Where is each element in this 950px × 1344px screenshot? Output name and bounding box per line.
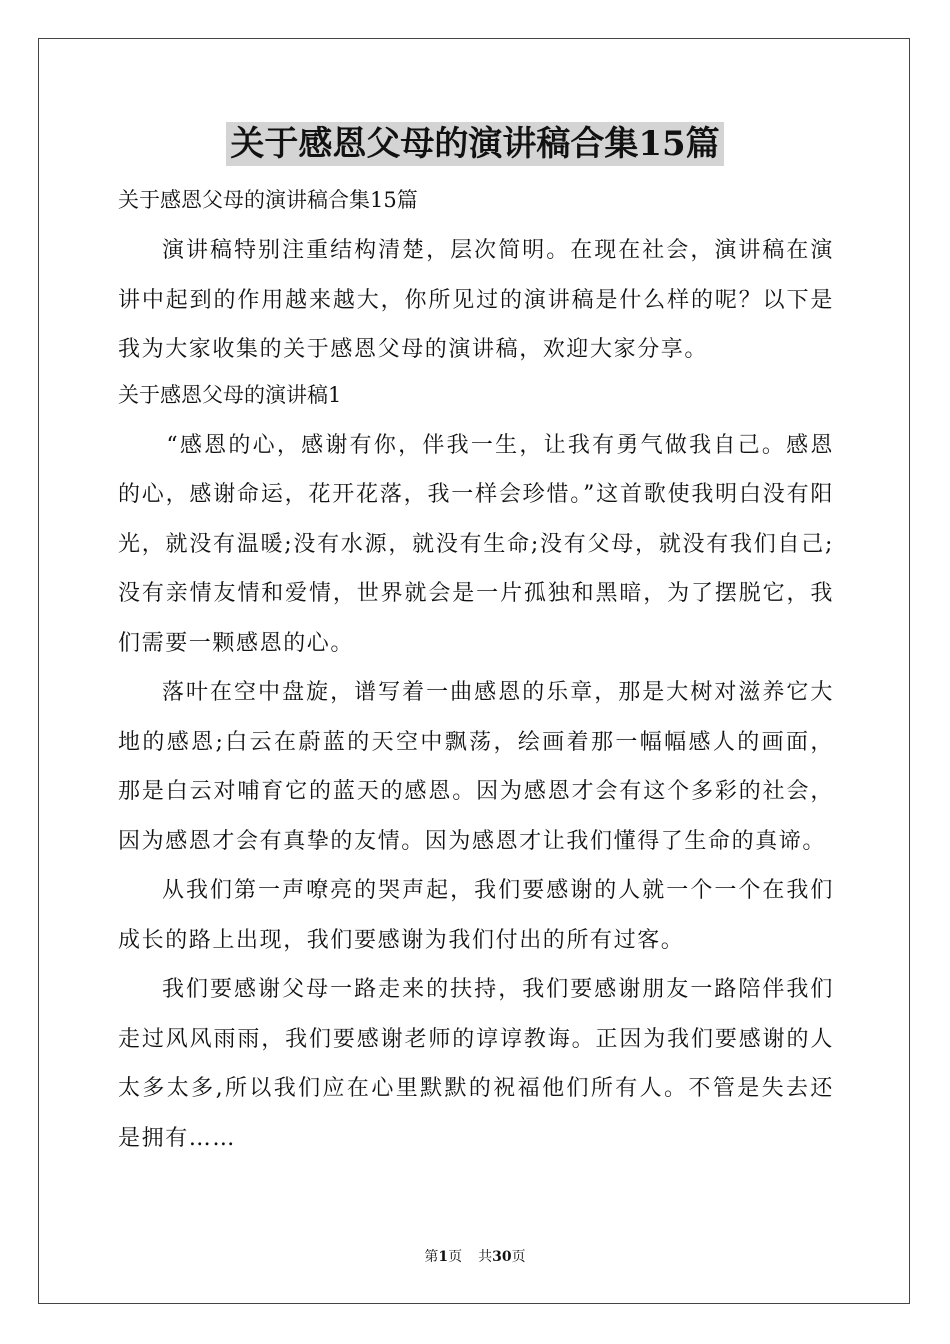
page-suffix: 页 bbox=[448, 1249, 463, 1265]
page-prefix: 第 bbox=[424, 1249, 439, 1265]
title-container bbox=[0, 122, 950, 166]
document-title: 关于感恩父母的演讲稿合集15篇 bbox=[226, 122, 723, 166]
subtitle-line: 关于感恩父母的演讲稿合集15篇 bbox=[118, 188, 418, 212]
section-heading: 关于感恩父母的演讲稿1 bbox=[118, 382, 342, 407]
total-pages: 30 bbox=[492, 1249, 512, 1265]
body-paragraph-4: 我们要感谢父母一路走来的扶持，我们要感谢朋友一路陪伴我们走过风风雨雨，我们要感谢老师的谆谆教诲。正因为我们要感谢的人太多太多,所以我们应在心里默默的祝福他们所有人。不管是失去还是拥有…… bbox=[118, 977, 834, 1151]
page-number: 1 bbox=[438, 1249, 449, 1265]
total-suffix: 页 bbox=[511, 1249, 526, 1265]
body-paragraph-3: 从我们第一声嘹亮的哭声起，我们要感谢的人就一个一个在我们成长的路上出现，我们要感谢为我们付出的所有过客。 bbox=[118, 878, 834, 953]
intro-paragraph: 演讲稿特别注重结构清楚，层次简明。在现在社会，演讲稿在演讲中起到的作用越来越大，你所见过的演讲稿是什么样的呢？以下是我为大家收集的关于感恩父母的演讲稿，欢迎大家分享。 bbox=[118, 238, 834, 362]
document-body bbox=[118, 180, 834, 1163]
total-prefix: 共 bbox=[478, 1249, 493, 1265]
page-footer bbox=[0, 1247, 950, 1267]
body-paragraph-1: “感恩的心，感谢有你，伴我一生，让我有勇气做我自己。感恩的心，感谢命运，花开花落，我一样会珍惜。”这首歌使我明白没有阳光，就没有温暖;没有水源，就没有生命;没有父母，就没有我们自己;没有亲情友情和爱情，世界就会是一片孤独和黑暗，为了摆脱它，我们需要一颗感恩的心。 bbox=[118, 432, 834, 656]
body-paragraph-2: 落叶在空中盘旋，谱写着一曲感恩的乐章，那是大树对滋养它大地的感恩;白云在蔚蓝的天空中飘荡，绘画着那一幅幅感人的画面，那是白云对哺育它的蓝天的感恩。因为感恩才会有这个多彩的社会，因为感恩才会有真挚的友情。因为感恩才让我们懂得了生命的真谛。 bbox=[118, 680, 834, 854]
